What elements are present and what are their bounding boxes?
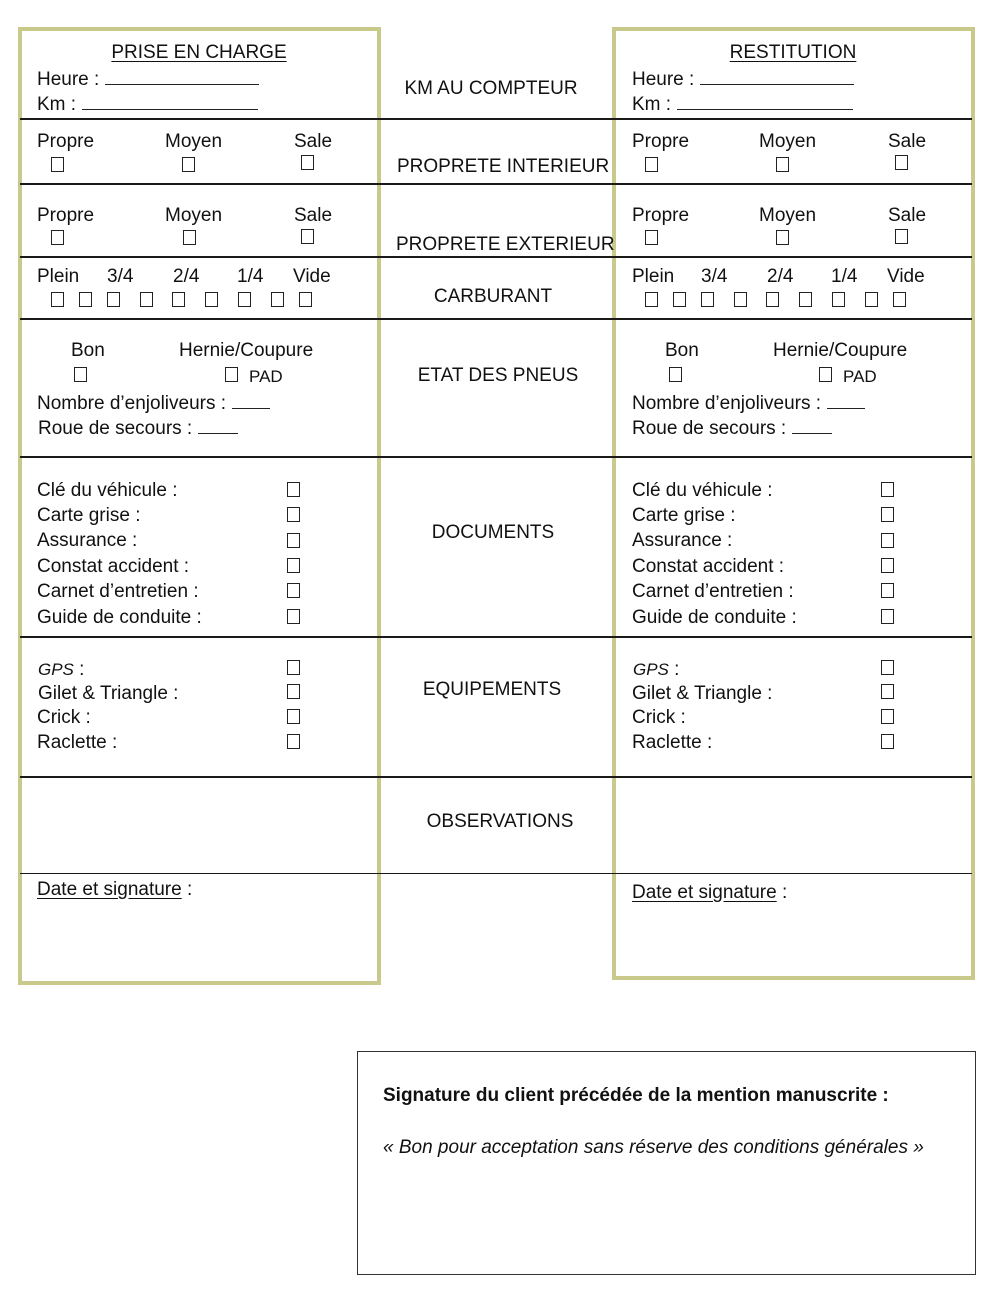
right-ext-propre-label: Propre bbox=[632, 205, 690, 226]
left-ext-sale-checkbox[interactable] bbox=[301, 229, 314, 244]
left-title: PRISE EN CHARGE bbox=[111, 42, 287, 63]
left-doc-guide-label: Guide de conduite : bbox=[37, 607, 202, 628]
right-int-moyen-checkbox[interactable] bbox=[776, 157, 789, 172]
label-km-compteur: KM AU COMPTEUR bbox=[404, 78, 578, 99]
left-ext-propre-label: Propre bbox=[37, 205, 95, 226]
left-enjoliveurs-field[interactable] bbox=[37, 392, 270, 413]
right-pneus-bon-label: Bon bbox=[665, 340, 699, 361]
left-ext-sale-label: Sale bbox=[294, 205, 333, 226]
left-fuel-vide: Vide bbox=[293, 266, 331, 287]
right-ext-sale-checkbox[interactable] bbox=[895, 229, 908, 244]
left-roue-field[interactable] bbox=[38, 417, 238, 438]
left-fuel-1-4: 1/4 bbox=[237, 266, 264, 287]
right-fuel-checkbox[interactable] bbox=[766, 292, 779, 307]
right-doc-carte-grise-checkbox[interactable] bbox=[881, 507, 894, 522]
right-roue-label: Roue de secours : bbox=[632, 418, 787, 439]
row-divider bbox=[20, 456, 972, 458]
right-eq-gilet-label: Gilet & Triangle : bbox=[632, 683, 773, 704]
left-int-moyen-checkbox[interactable] bbox=[182, 157, 195, 172]
left-doc-carnet-label: Carnet d’entretien : bbox=[37, 581, 199, 602]
right-km-label: Km : bbox=[632, 94, 672, 115]
row-divider bbox=[20, 183, 972, 185]
right-ext-sale-label: Sale bbox=[888, 205, 927, 226]
left-doc-constat-checkbox[interactable] bbox=[287, 558, 300, 573]
right-enjoliveurs-blank[interactable] bbox=[827, 392, 865, 409]
row-divider-dates bbox=[20, 873, 972, 874]
label-observations: OBSERVATIONS bbox=[426, 811, 574, 832]
left-pad-label: PAD bbox=[249, 367, 283, 386]
label-documents: DOCUMENTS bbox=[431, 522, 555, 543]
left-pneus-hernie-checkbox[interactable] bbox=[225, 367, 238, 382]
left-doc-cle-label: Clé du véhicule : bbox=[37, 480, 178, 501]
right-enjoliveurs-field[interactable] bbox=[632, 392, 865, 413]
right-heure-field[interactable] bbox=[632, 68, 854, 89]
row-divider bbox=[20, 118, 972, 120]
right-doc-guide-checkbox[interactable] bbox=[881, 609, 894, 624]
right-eq-raclette-label: Raclette : bbox=[632, 732, 713, 753]
right-fuel-plein: Plein bbox=[632, 266, 675, 287]
right-fuel-1-4: 1/4 bbox=[831, 266, 858, 287]
right-fuel-checkbox[interactable] bbox=[799, 292, 812, 307]
left-doc-carte-grise-checkbox[interactable] bbox=[287, 507, 300, 522]
left-int-sale-checkbox[interactable] bbox=[301, 155, 314, 170]
right-int-sale-label: Sale bbox=[888, 131, 927, 152]
row-divider bbox=[20, 256, 972, 258]
left-km-blank[interactable] bbox=[82, 93, 258, 110]
left-km-label: Km : bbox=[37, 94, 77, 115]
right-doc-cle-checkbox[interactable] bbox=[881, 482, 894, 497]
signature-title: Signature du client précédée de la mention manuscrite : bbox=[383, 1085, 889, 1106]
right-pad-label: PAD bbox=[843, 367, 877, 386]
right-eq-raclette-checkbox[interactable] bbox=[881, 734, 894, 749]
right-pneus-bon-checkbox[interactable] bbox=[669, 367, 682, 382]
left-eq-raclette-checkbox[interactable] bbox=[287, 734, 300, 749]
left-doc-assurance-checkbox[interactable] bbox=[287, 533, 300, 548]
right-ext-moyen-label: Moyen bbox=[759, 205, 817, 226]
right-fuel-checkbox[interactable] bbox=[734, 292, 747, 307]
left-km-field[interactable] bbox=[37, 93, 258, 114]
label-proprete-exterieur: PROPRETE EXTERIEUR bbox=[396, 234, 615, 255]
left-heure-label: Heure : bbox=[37, 69, 100, 90]
right-eq-gps-label: GPS : bbox=[633, 659, 680, 680]
left-ext-propre-checkbox[interactable] bbox=[51, 230, 64, 245]
left-roue-blank[interactable] bbox=[198, 417, 238, 434]
right-ext-moyen-checkbox[interactable] bbox=[776, 230, 789, 245]
left-eq-gilet-checkbox[interactable] bbox=[287, 684, 300, 699]
right-pneus-hernie-checkbox[interactable] bbox=[819, 367, 832, 382]
right-roue-field[interactable] bbox=[632, 417, 832, 438]
right-doc-constat-label: Constat accident : bbox=[632, 556, 785, 577]
label-proprete-interieur: PROPRETE INTERIEUR bbox=[397, 156, 610, 177]
right-heure-blank[interactable] bbox=[700, 68, 854, 85]
left-heure-blank[interactable] bbox=[105, 68, 259, 85]
right-fuel-vide: Vide bbox=[887, 266, 925, 287]
right-fuel-checkbox[interactable] bbox=[893, 292, 906, 307]
left-fuel-checkbox[interactable] bbox=[238, 292, 251, 307]
left-ext-moyen-label: Moyen bbox=[165, 205, 223, 226]
left-fuel-checkbox[interactable] bbox=[271, 292, 284, 307]
right-date-signature: Date et signature : bbox=[632, 882, 788, 903]
right-frame bbox=[612, 27, 975, 980]
left-eq-crick-label: Crick : bbox=[37, 707, 91, 728]
label-etat-pneus: ETAT DES PNEUS bbox=[417, 365, 579, 386]
right-km-blank[interactable] bbox=[677, 93, 853, 110]
left-doc-carte-grise-label: Carte grise : bbox=[37, 505, 141, 526]
left-fuel-checkbox[interactable] bbox=[205, 292, 218, 307]
right-int-moyen-label: Moyen bbox=[759, 131, 817, 152]
left-fuel-3-4: 3/4 bbox=[107, 266, 134, 287]
right-doc-carnet-checkbox[interactable] bbox=[881, 583, 894, 598]
left-fuel-2-4: 2/4 bbox=[173, 266, 200, 287]
right-fuel-checkbox[interactable] bbox=[645, 292, 658, 307]
right-title: RESTITUTION bbox=[729, 42, 857, 63]
left-doc-cle-checkbox[interactable] bbox=[287, 482, 300, 497]
left-doc-carnet-checkbox[interactable] bbox=[287, 583, 300, 598]
right-eq-crick-label: Crick : bbox=[632, 707, 686, 728]
left-int-propre-checkbox[interactable] bbox=[51, 157, 64, 172]
row-divider bbox=[20, 318, 972, 320]
right-doc-assurance-checkbox[interactable] bbox=[881, 533, 894, 548]
left-fuel-checkbox[interactable] bbox=[107, 292, 120, 307]
left-eq-gps-checkbox[interactable] bbox=[287, 660, 300, 675]
right-doc-guide-label: Guide de conduite : bbox=[632, 607, 797, 628]
right-doc-cle-label: Clé du véhicule : bbox=[632, 480, 773, 501]
label-carburant: CARBURANT bbox=[433, 286, 553, 307]
right-enjoliveurs-label: Nombre d’enjoliveurs : bbox=[632, 393, 822, 414]
right-doc-constat-checkbox[interactable] bbox=[881, 558, 894, 573]
right-eq-gps-checkbox[interactable] bbox=[881, 660, 894, 675]
right-km-field[interactable] bbox=[632, 93, 853, 114]
left-eq-gilet-label: Gilet & Triangle : bbox=[38, 683, 179, 704]
left-fuel-checkbox[interactable] bbox=[51, 292, 64, 307]
left-pneus-bon-checkbox[interactable] bbox=[74, 367, 87, 382]
row-divider bbox=[20, 636, 972, 638]
left-fuel-checkbox[interactable] bbox=[140, 292, 153, 307]
right-roue-blank[interactable] bbox=[792, 417, 832, 434]
right-int-propre-checkbox[interactable] bbox=[645, 157, 658, 172]
right-fuel-2-4: 2/4 bbox=[767, 266, 794, 287]
right-pneus-hernie-label: Hernie/Coupure bbox=[773, 340, 908, 361]
right-fuel-checkbox[interactable] bbox=[673, 292, 686, 307]
right-fuel-checkbox[interactable] bbox=[832, 292, 845, 307]
left-int-sale-label: Sale bbox=[294, 131, 333, 152]
right-doc-carnet-label: Carnet d’entretien : bbox=[632, 581, 794, 602]
right-int-sale-checkbox[interactable] bbox=[895, 155, 908, 170]
right-heure-label: Heure : bbox=[632, 69, 695, 90]
left-enjoliveurs-blank[interactable] bbox=[232, 392, 270, 409]
left-fuel-checkbox[interactable] bbox=[299, 292, 312, 307]
right-eq-gilet-checkbox[interactable] bbox=[881, 684, 894, 699]
client-signature-box[interactable] bbox=[357, 1051, 976, 1275]
left-roue-label: Roue de secours : bbox=[38, 418, 193, 439]
left-enjoliveurs-label: Nombre d’enjoliveurs : bbox=[37, 393, 227, 414]
left-fuel-checkbox[interactable] bbox=[172, 292, 185, 307]
right-doc-carte-grise-label: Carte grise : bbox=[632, 505, 736, 526]
signature-mention: « Bon pour acceptation sans réserve des conditions générales » bbox=[383, 1137, 924, 1158]
right-int-propre-label: Propre bbox=[632, 131, 690, 152]
label-equipements: EQUIPEMENTS bbox=[422, 679, 562, 700]
left-pneus-bon-label: Bon bbox=[71, 340, 105, 361]
left-eq-raclette-label: Raclette : bbox=[37, 732, 118, 753]
left-doc-constat-label: Constat accident : bbox=[37, 556, 190, 577]
left-ext-moyen-checkbox[interactable] bbox=[183, 230, 196, 245]
row-divider bbox=[20, 776, 972, 778]
right-ext-propre-checkbox[interactable] bbox=[645, 230, 658, 245]
right-fuel-checkbox[interactable] bbox=[865, 292, 878, 307]
left-eq-crick-checkbox[interactable] bbox=[287, 709, 300, 724]
left-fuel-plein: Plein bbox=[37, 266, 80, 287]
right-fuel-3-4: 3/4 bbox=[701, 266, 728, 287]
left-date-signature: Date et signature : bbox=[37, 879, 193, 900]
left-int-propre-label: Propre bbox=[37, 131, 95, 152]
right-fuel-checkbox[interactable] bbox=[701, 292, 714, 307]
right-eq-crick-checkbox[interactable] bbox=[881, 709, 894, 724]
left-int-moyen-label: Moyen bbox=[165, 131, 223, 152]
left-doc-guide-checkbox[interactable] bbox=[287, 609, 300, 624]
right-doc-assurance-label: Assurance : bbox=[632, 530, 733, 551]
left-fuel-checkbox[interactable] bbox=[79, 292, 92, 307]
left-eq-gps-label: GPS : bbox=[38, 659, 85, 680]
left-pneus-hernie-label: Hernie/Coupure bbox=[179, 340, 314, 361]
left-heure-field[interactable] bbox=[37, 68, 259, 89]
left-doc-assurance-label: Assurance : bbox=[37, 530, 138, 551]
